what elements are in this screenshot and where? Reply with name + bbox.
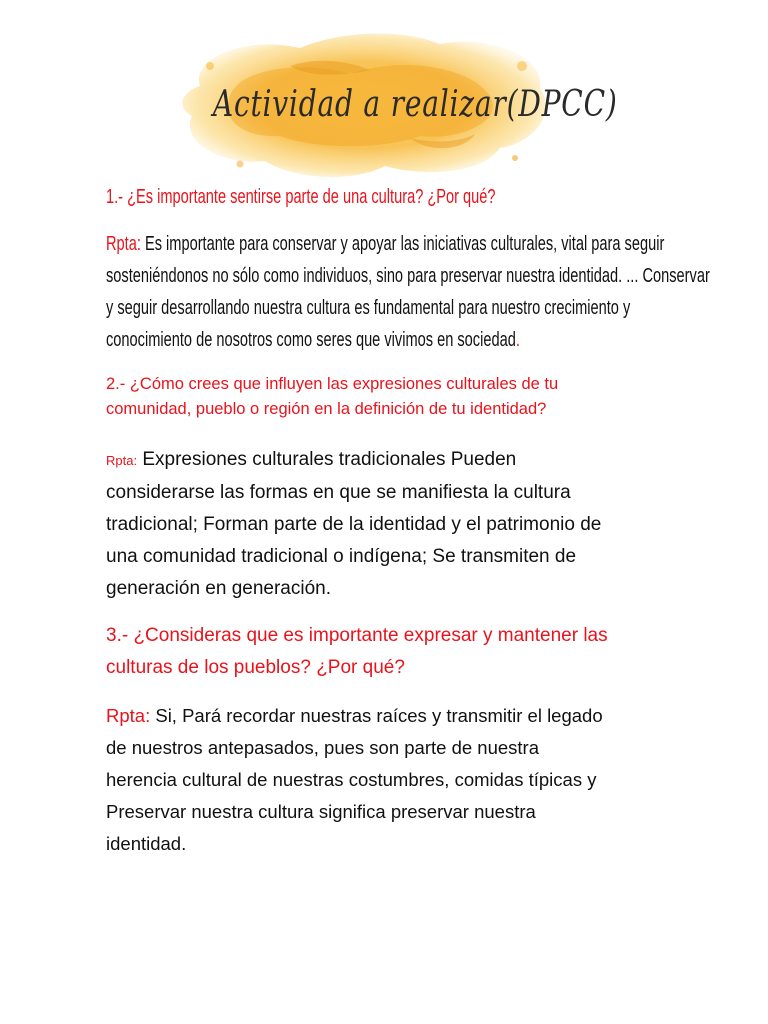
answer-2-label: Rpta:	[106, 453, 138, 468]
header-banner	[170, 26, 618, 186]
question-2-line-2: comunidad, pueblo o región en la definición de tu identidad?	[106, 400, 547, 418]
question-3	[106, 620, 676, 684]
answer-2	[106, 444, 676, 605]
question-1: 1.- ¿Es importante sentirse parte de una cultura? ¿Por qué?	[106, 186, 496, 208]
answer-1	[106, 228, 710, 356]
answer-3	[106, 700, 676, 860]
page-title: Actividad a realizar(DPCC)	[212, 84, 618, 125]
answer-3-line-5: identidad.	[106, 833, 187, 854]
answer-3-line-2: de nuestros antepasados, pues son parte de nuestra	[106, 737, 539, 758]
answer-1-label: Rpta:	[106, 233, 141, 255]
answer-1-line-4: conocimiento de nosotros como seres que vivimos en sociedad.	[106, 329, 520, 351]
question-3-line-1: 3.- ¿Consideras que es importante expresar y mantener las	[106, 625, 608, 646]
answer-2-line-4: una comunidad tradicional o indígena; Se transmiten de	[106, 546, 577, 567]
answer-3-line-4: Preservar nuestra cultura significa preservar nuestra	[106, 801, 536, 822]
answer-1-end-mark: .	[515, 329, 520, 351]
answer-3-line-1: Rpta: Si, Pará recordar nuestras raíces y transmitir el legado	[106, 705, 603, 726]
answer-2-line-1: Rpta: Expresiones culturales tradicionales Pueden	[106, 449, 517, 470]
answer-1-line-2: sosteniéndonos no sólo como individuos, sino para preservar nuestra identidad. ... Conservar	[106, 265, 710, 287]
answer-3-label: Rpta:	[106, 705, 151, 726]
answer-3-line-3: herencia cultural de nuestras costumbres, comidas típicas y	[106, 769, 597, 790]
question-3-line-2: culturas de los pueblos? ¿Por qué?	[106, 657, 405, 678]
question-2	[106, 372, 666, 422]
answer-2-line-2: considerarse las formas en que se manifiesta la cultura	[106, 482, 571, 503]
answer-1-line-1: Rpta: Es importante para conservar y apoyar las iniciativas culturales, vital para seguir	[106, 233, 665, 255]
answer-2-line-5: generación en generación.	[106, 578, 332, 599]
answer-2-line-3: tradicional; Forman parte de la identidad y el patrimonio de	[106, 514, 602, 535]
answer-1-line-3: y seguir desarrollando nuestra cultura es fundamental para nuestro crecimiento y	[106, 297, 631, 319]
question-2-line-1: 2.- ¿Cómo crees que influyen las expresiones culturales de tu	[106, 375, 559, 393]
